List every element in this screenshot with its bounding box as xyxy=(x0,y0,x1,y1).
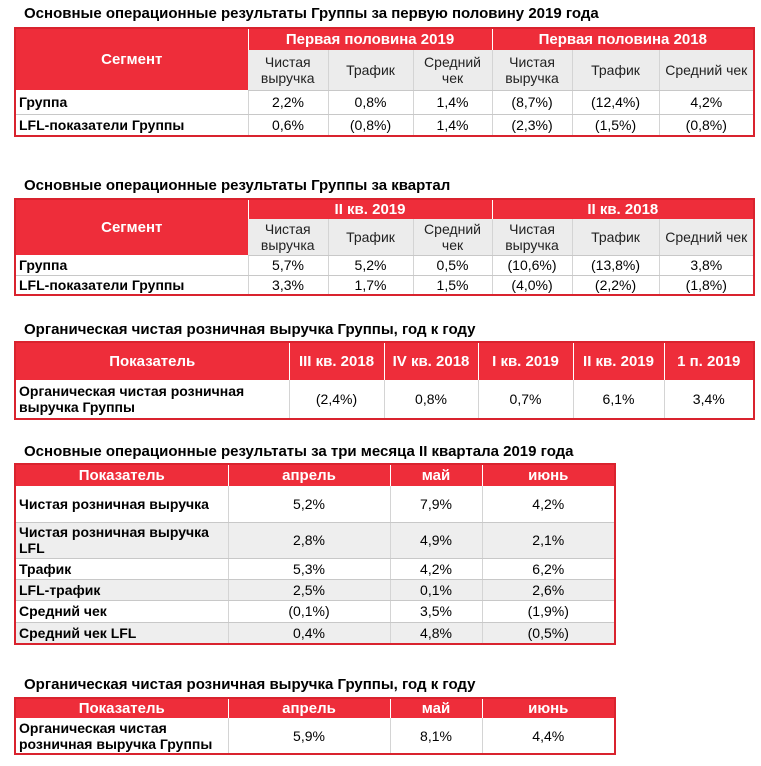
table-row xyxy=(15,579,615,600)
col-header: 1 п. 2019 xyxy=(664,342,754,380)
quarter-results-table xyxy=(14,198,755,296)
cell: (4,0%) xyxy=(492,275,572,295)
indicator-header: Показатель xyxy=(15,342,289,380)
col-header: июнь xyxy=(482,464,615,486)
cell: 2,2% xyxy=(248,90,328,114)
row-label: Органическая чистая розничная выручка Группы xyxy=(19,383,245,415)
cell: 0,8% xyxy=(328,90,413,114)
row-label: Группа xyxy=(15,255,248,275)
row-label: LFL-показатели Группы xyxy=(19,116,185,133)
row-label: Средний чек xyxy=(15,600,228,622)
col-header: июнь xyxy=(482,698,615,718)
cell: 2,6% xyxy=(482,579,615,600)
cell: (0,5%) xyxy=(482,622,615,644)
cell: 5,9% xyxy=(228,718,390,754)
cell: 2,1% xyxy=(482,522,615,558)
table-row xyxy=(15,558,615,579)
cell: (1,9%) xyxy=(482,600,615,622)
table-row xyxy=(15,114,754,136)
table1-title: Основные операционные результаты Группы за первую половину 2019 года xyxy=(24,5,599,22)
cell: 4,9% xyxy=(390,522,482,558)
cell: 3,5% xyxy=(390,600,482,622)
row-label: Чистая розничная выручка xyxy=(15,486,228,522)
cell: 2,5% xyxy=(228,579,390,600)
col-header: I кв. 2019 xyxy=(478,342,573,380)
cell: 1,7% xyxy=(328,275,413,295)
cell: 4,2% xyxy=(390,558,482,579)
segment-header: Сегмент xyxy=(15,28,248,90)
col-header: Средний чек xyxy=(659,50,754,90)
table5-title: Органическая чистая розничная выручка Группы, год к году xyxy=(24,676,476,693)
cell: 0,5% xyxy=(413,255,492,275)
cell: (0,8%) xyxy=(328,114,413,136)
cell: (10,6%) xyxy=(492,255,572,275)
period-header-2019: Первая половина 2019 xyxy=(248,28,492,50)
cell: 4,4% xyxy=(482,718,615,754)
cell: 5,2% xyxy=(328,255,413,275)
cell: (0,8%) xyxy=(659,114,754,136)
cell: 3,8% xyxy=(659,255,754,275)
col-header: II кв. 2019 xyxy=(573,342,664,380)
cell: (2,4%) xyxy=(289,380,384,419)
col-header: IV кв. 2018 xyxy=(384,342,478,380)
half-year-results-table xyxy=(14,27,755,137)
table-row xyxy=(15,522,615,558)
cell: (2,2%) xyxy=(572,275,659,295)
cell: (8,7%) xyxy=(492,90,572,114)
col-header: Трафик xyxy=(328,219,413,255)
col-header: апрель xyxy=(228,464,390,486)
cell: 3,4% xyxy=(664,380,754,419)
row-label: Органическая чистая розничная выручка Группы xyxy=(19,719,213,752)
table-row xyxy=(15,255,754,275)
cell: (1,8%) xyxy=(659,275,754,295)
cell: (0,1%) xyxy=(228,600,390,622)
cell: 3,3% xyxy=(248,275,328,295)
row-label: Группа xyxy=(15,90,248,114)
cell: 0,7% xyxy=(478,380,573,419)
cell: 1,4% xyxy=(413,114,492,136)
col-header: III кв. 2018 xyxy=(289,342,384,380)
col-header: Чистая выручка xyxy=(248,219,328,255)
cell: 5,2% xyxy=(228,486,390,522)
cell: 0,8% xyxy=(384,380,478,419)
table-row xyxy=(15,600,615,622)
row-label: LFL-трафик xyxy=(15,579,228,600)
cell: 1,4% xyxy=(413,90,492,114)
table4-title: Основные операционные результаты за три месяца II квартала 2019 года xyxy=(24,443,574,460)
table2-title: Основные операционные результаты Группы за квартал xyxy=(24,177,451,194)
table-row xyxy=(15,380,754,419)
cell: 5,3% xyxy=(228,558,390,579)
cell: (13,8%) xyxy=(572,255,659,275)
cell: 8,1% xyxy=(390,718,482,754)
cell: 7,9% xyxy=(390,486,482,522)
col-header: апрель xyxy=(228,698,390,718)
cell: (1,5%) xyxy=(572,114,659,136)
indicator-header: Показатель xyxy=(15,698,228,718)
col-header: Трафик xyxy=(328,50,413,90)
row-label: Чистая розничная выручка LFL xyxy=(15,522,228,558)
cell: 0,4% xyxy=(228,622,390,644)
row-label: Трафик xyxy=(15,558,228,579)
col-header: май xyxy=(390,698,482,718)
cell: 4,2% xyxy=(482,486,615,522)
cell: 0,1% xyxy=(390,579,482,600)
col-header: Чистая выручка xyxy=(492,50,572,90)
period-header-2019: II кв. 2019 xyxy=(248,199,492,219)
table-row xyxy=(15,90,754,114)
segment-header: Сегмент xyxy=(15,199,248,255)
cell: 6,1% xyxy=(573,380,664,419)
cell: 5,7% xyxy=(248,255,328,275)
cell: 1,5% xyxy=(413,275,492,295)
cell: 0,6% xyxy=(248,114,328,136)
cell: 4,8% xyxy=(390,622,482,644)
table-row xyxy=(15,718,615,754)
table-row xyxy=(15,486,615,522)
row-label: LFL-показатели Группы xyxy=(19,276,185,293)
col-header: Трафик xyxy=(572,50,659,90)
organic-revenue-quarterly-table xyxy=(14,341,755,420)
col-header: май xyxy=(390,464,482,486)
col-header: Средний чек xyxy=(413,219,492,255)
cell: (12,4%) xyxy=(572,90,659,114)
table3-title: Органическая чистая розничная выручка Группы, год к году xyxy=(24,321,476,338)
cell: (2,3%) xyxy=(492,114,572,136)
indicator-header: Показатель xyxy=(15,464,228,486)
period-header-2018: II кв. 2018 xyxy=(492,199,754,219)
cell: 6,2% xyxy=(482,558,615,579)
cell: 2,8% xyxy=(228,522,390,558)
col-header: Чистая выручка xyxy=(492,219,572,255)
row-label: Средний чек LFL xyxy=(15,622,228,644)
col-header: Средний чек xyxy=(659,219,754,255)
cell: 4,2% xyxy=(659,90,754,114)
organic-revenue-monthly-table xyxy=(14,697,616,755)
period-header-2018: Первая половина 2018 xyxy=(492,28,754,50)
col-header: Чистая выручка xyxy=(248,50,328,90)
table-row xyxy=(15,275,754,295)
col-header: Трафик xyxy=(572,219,659,255)
col-header: Средний чек xyxy=(413,50,492,90)
table-row xyxy=(15,622,615,644)
monthly-results-table xyxy=(14,463,616,645)
